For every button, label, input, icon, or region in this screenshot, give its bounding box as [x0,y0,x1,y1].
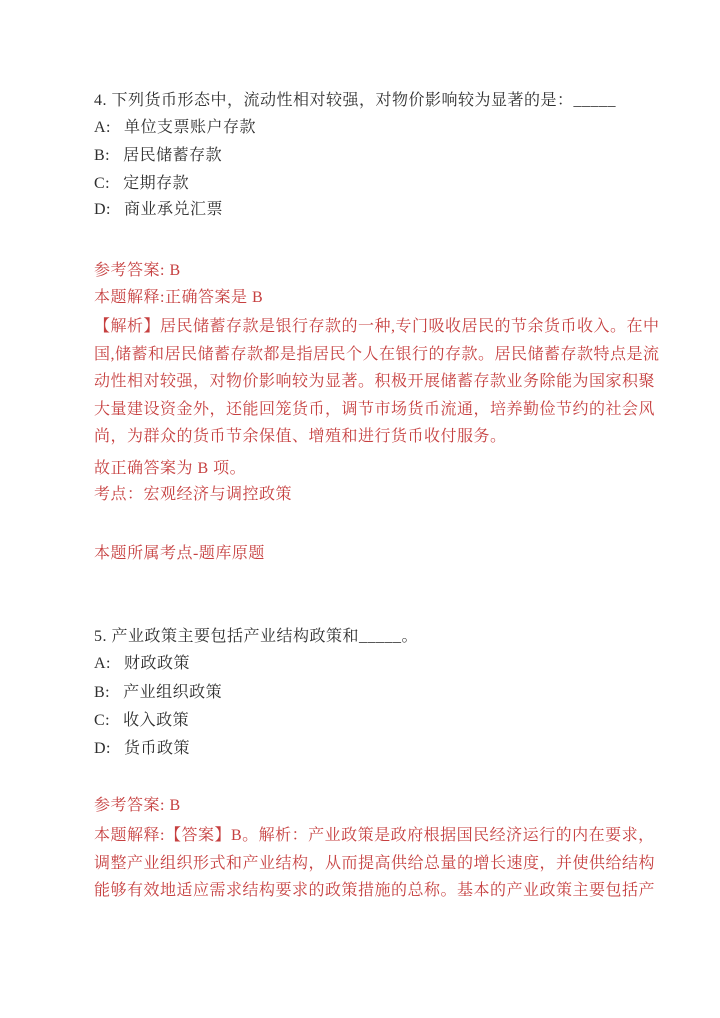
option-label: A: [94,119,111,136]
analysis-line: 国,储蓄和居民储蓄存款都是指居民个人在银行的存款。居民储蓄存款特点是流 [94,345,660,363]
question4-stem: 4. 下列货币形态中，流动性相对较强，对物价影响较为显著的是：_____ [94,92,617,109]
explanation-line: 能够有效地适应需求结构要求的政策措施的总称。基本的产业政策主要包括产 [94,882,656,900]
option-text: 居民储蓄存款 [123,147,223,164]
question4-exam-point: 考点：宏观经济与调控政策 [94,486,293,503]
question4-analysis-paragraph [94,313,660,451]
question4-explanation-heading: 本题解释:正确答案是 B [94,289,264,306]
question5-option-b [94,683,614,702]
question4-option-d [94,200,614,219]
option-text: 收入政策 [123,712,190,729]
option-label: B: [94,147,111,164]
question4-conclusion: 故正确答案为 B 项。 [94,460,247,477]
analysis-line: 动性相对较强，对物价影响较为显著。积极开展储蓄存款业务除能为国家积聚 [94,373,656,391]
option-text: 单位支票账户存款 [124,119,257,136]
question5-option-c [94,711,614,730]
analysis-line: 尚，为群众的货币节余保值、增殖和进行货币收付服务。 [94,428,507,446]
question5-explanation-paragraph [94,822,656,905]
option-text: 定期存款 [123,175,190,192]
question4-option-c [94,174,614,193]
option-label: D: [94,740,111,757]
analysis-line: 大量建设资金外，还能回笼货币，调节市场货币流通，培养勤俭节约的社会风 [94,400,656,418]
question5-stem: 5. 产业政策主要包括产业结构政策和_____。 [94,628,419,645]
option-label: C: [94,175,111,192]
option-text: 财政政策 [124,655,191,672]
option-label: A: [94,655,111,672]
option-text: 商业承兑汇票 [124,201,224,218]
option-label: B: [94,684,111,701]
option-text: 货币政策 [124,740,191,757]
option-text: 产业组织政策 [123,684,223,701]
explanation-line: 本题解释:【答案】B。解析：产业政策是政府根据国民经济运行的内在要求， [94,827,655,844]
question4-reference-answer: 参考答案: B [94,262,181,279]
question4-option-b [94,146,614,165]
question4-source-note: 本题所属考点-题库原题 [94,545,265,562]
question5-option-a [94,654,614,673]
explanation-line: 调整产业组织形式和产业结构，从而提高供给总量的增长速度，并使供给结构 [94,854,656,872]
question4-option-a [94,118,614,137]
analysis-line: 【解析】居民储蓄存款是银行存款的一种,专门吸收居民的节余货币收入。在中 [94,318,660,335]
option-label: D: [94,201,111,218]
question5-reference-answer: 参考答案: B [94,797,181,814]
question5-option-d [94,739,614,758]
option-label: C: [94,712,111,729]
